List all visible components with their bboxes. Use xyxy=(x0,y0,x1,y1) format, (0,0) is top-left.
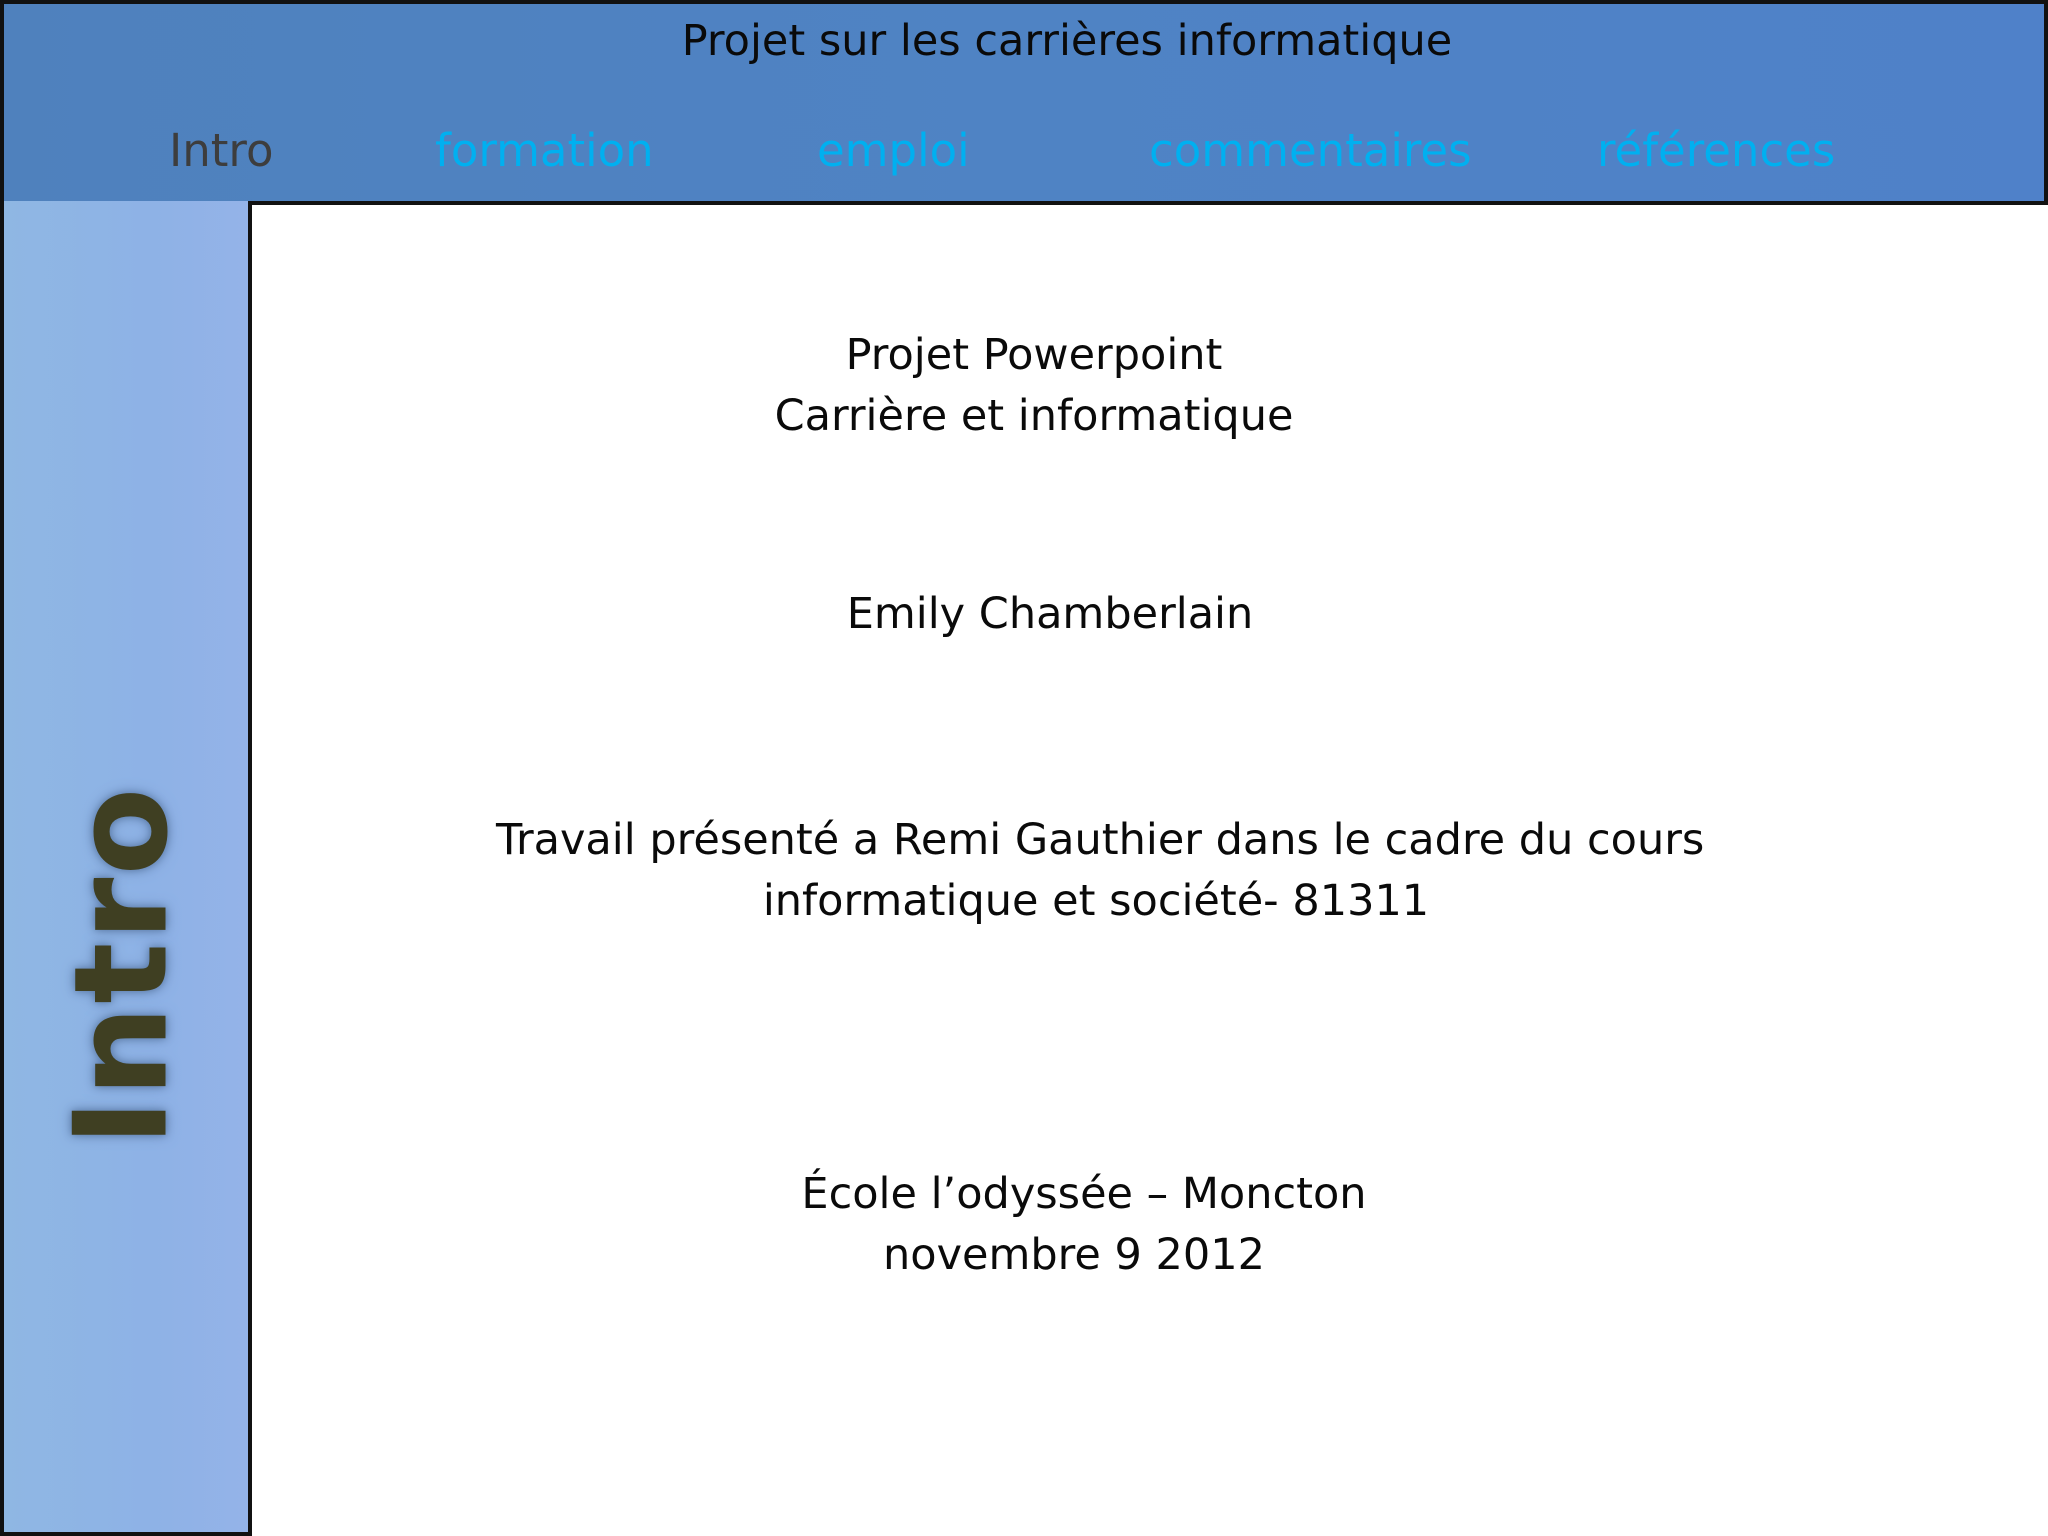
project-subtitle-line: Carrière et informatique xyxy=(774,391,1294,441)
section-sidebar xyxy=(0,201,252,1536)
presented-to-line: Travail présenté a Remi Gauthier dans le cadre du cours xyxy=(496,815,1705,865)
project-title-line: Projet Powerpoint xyxy=(845,330,1223,380)
nav-commentaires-link[interactable]: commentaires xyxy=(1149,124,1472,177)
nav-references-link[interactable]: références xyxy=(1597,124,1836,177)
header-title: Projet sur les carrières informatique xyxy=(681,16,1453,66)
school-line: École l’odyssée – Moncton xyxy=(801,1169,1367,1219)
nav-formation-link[interactable]: formation xyxy=(435,124,654,177)
sidebar-section-label: Intro xyxy=(47,785,197,1147)
course-line: informatique et société- 81311 xyxy=(762,876,1430,926)
nav-emploi-link[interactable]: emploi xyxy=(817,124,970,177)
slide-header xyxy=(0,0,2048,205)
nav-intro[interactable]: Intro xyxy=(169,124,274,177)
date-line: novembre 9 2012 xyxy=(883,1230,1265,1280)
author-name: Emily Chamberlain xyxy=(846,589,1254,639)
